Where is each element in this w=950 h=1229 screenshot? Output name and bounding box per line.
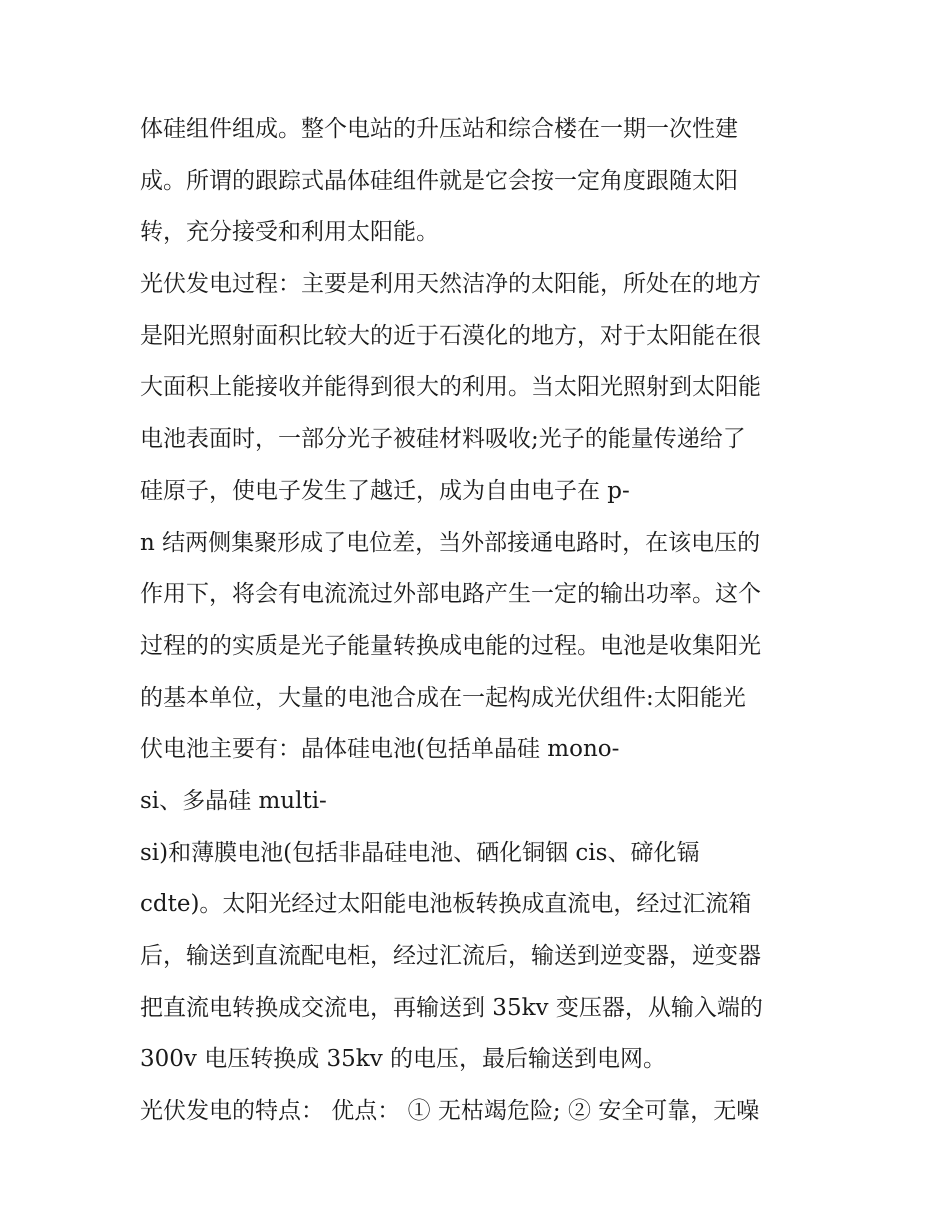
text-line: 过程的的实质是光子能量转换成电能的过程。电池是收集阳光: [140, 632, 761, 659]
text-line: 光伏发电过程：主要是利用天然洁净的太阳能，所处在的地方: [140, 271, 761, 298]
text-line: 后，输送到直流配电柜，经过汇流后，输送到逆变器，逆变器: [140, 943, 761, 969]
text-line: si)和薄膜电池(包括非晶硅电池、硒化铜铟 cis、碲化镉: [140, 839, 700, 866]
text-line: 是阳光照射面积比较大的近于石漠化的地方，对于太阳能在很: [140, 322, 761, 349]
text-line: n 结两侧集聚形成了电位差，当外部接通电路时，在该电压的: [140, 529, 761, 556]
text-line: 电池表面时，一部分光子被硅材料吸收;光子的能量传递给了: [140, 426, 746, 453]
text-line: 体硅组件组成。整个电站的升压站和综合楼在一期一次性建: [140, 116, 738, 142]
text-line: 大面积上能接收并能得到很大的利用。当太阳光照射到太阳能: [140, 374, 761, 401]
text-line: 的基本单位，大量的电池合成在一起构成光伏组件:太阳能光: [140, 684, 746, 711]
text-line: 光伏发电的特点： 优点： ① 无枯竭危险; ② 安全可靠，无噪: [140, 1098, 760, 1125]
text-line: 成。所谓的跟踪式晶体硅组件就是它会按一定角度跟随太阳: [140, 167, 738, 194]
body-text: [140, 104, 830, 1138]
text-line: si、多晶硅 multi-: [140, 787, 327, 814]
text-line: 转，充分接受和利用太阳能。: [140, 219, 439, 246]
text-line: 作用下，将会有电流流过外部电路产生一定的输出功率。这个: [140, 581, 761, 608]
text-line: 把直流电转换成交流电，再输送到 35kv 变压器，从输入端的: [140, 994, 763, 1021]
text-line: cdte)。太阳光经过太阳能电池板转换成直流电，经过汇流箱: [140, 891, 752, 918]
text-line: 伏电池主要有：晶体硅电池(包括单晶硅 mono-: [140, 736, 620, 763]
text-line: 300v 电压转换成 35kv 的电压，最后输送到电网。: [140, 1046, 667, 1073]
text-line: 硅原子，使电子发生了越迁，成为自由电子在 p-: [140, 477, 630, 504]
